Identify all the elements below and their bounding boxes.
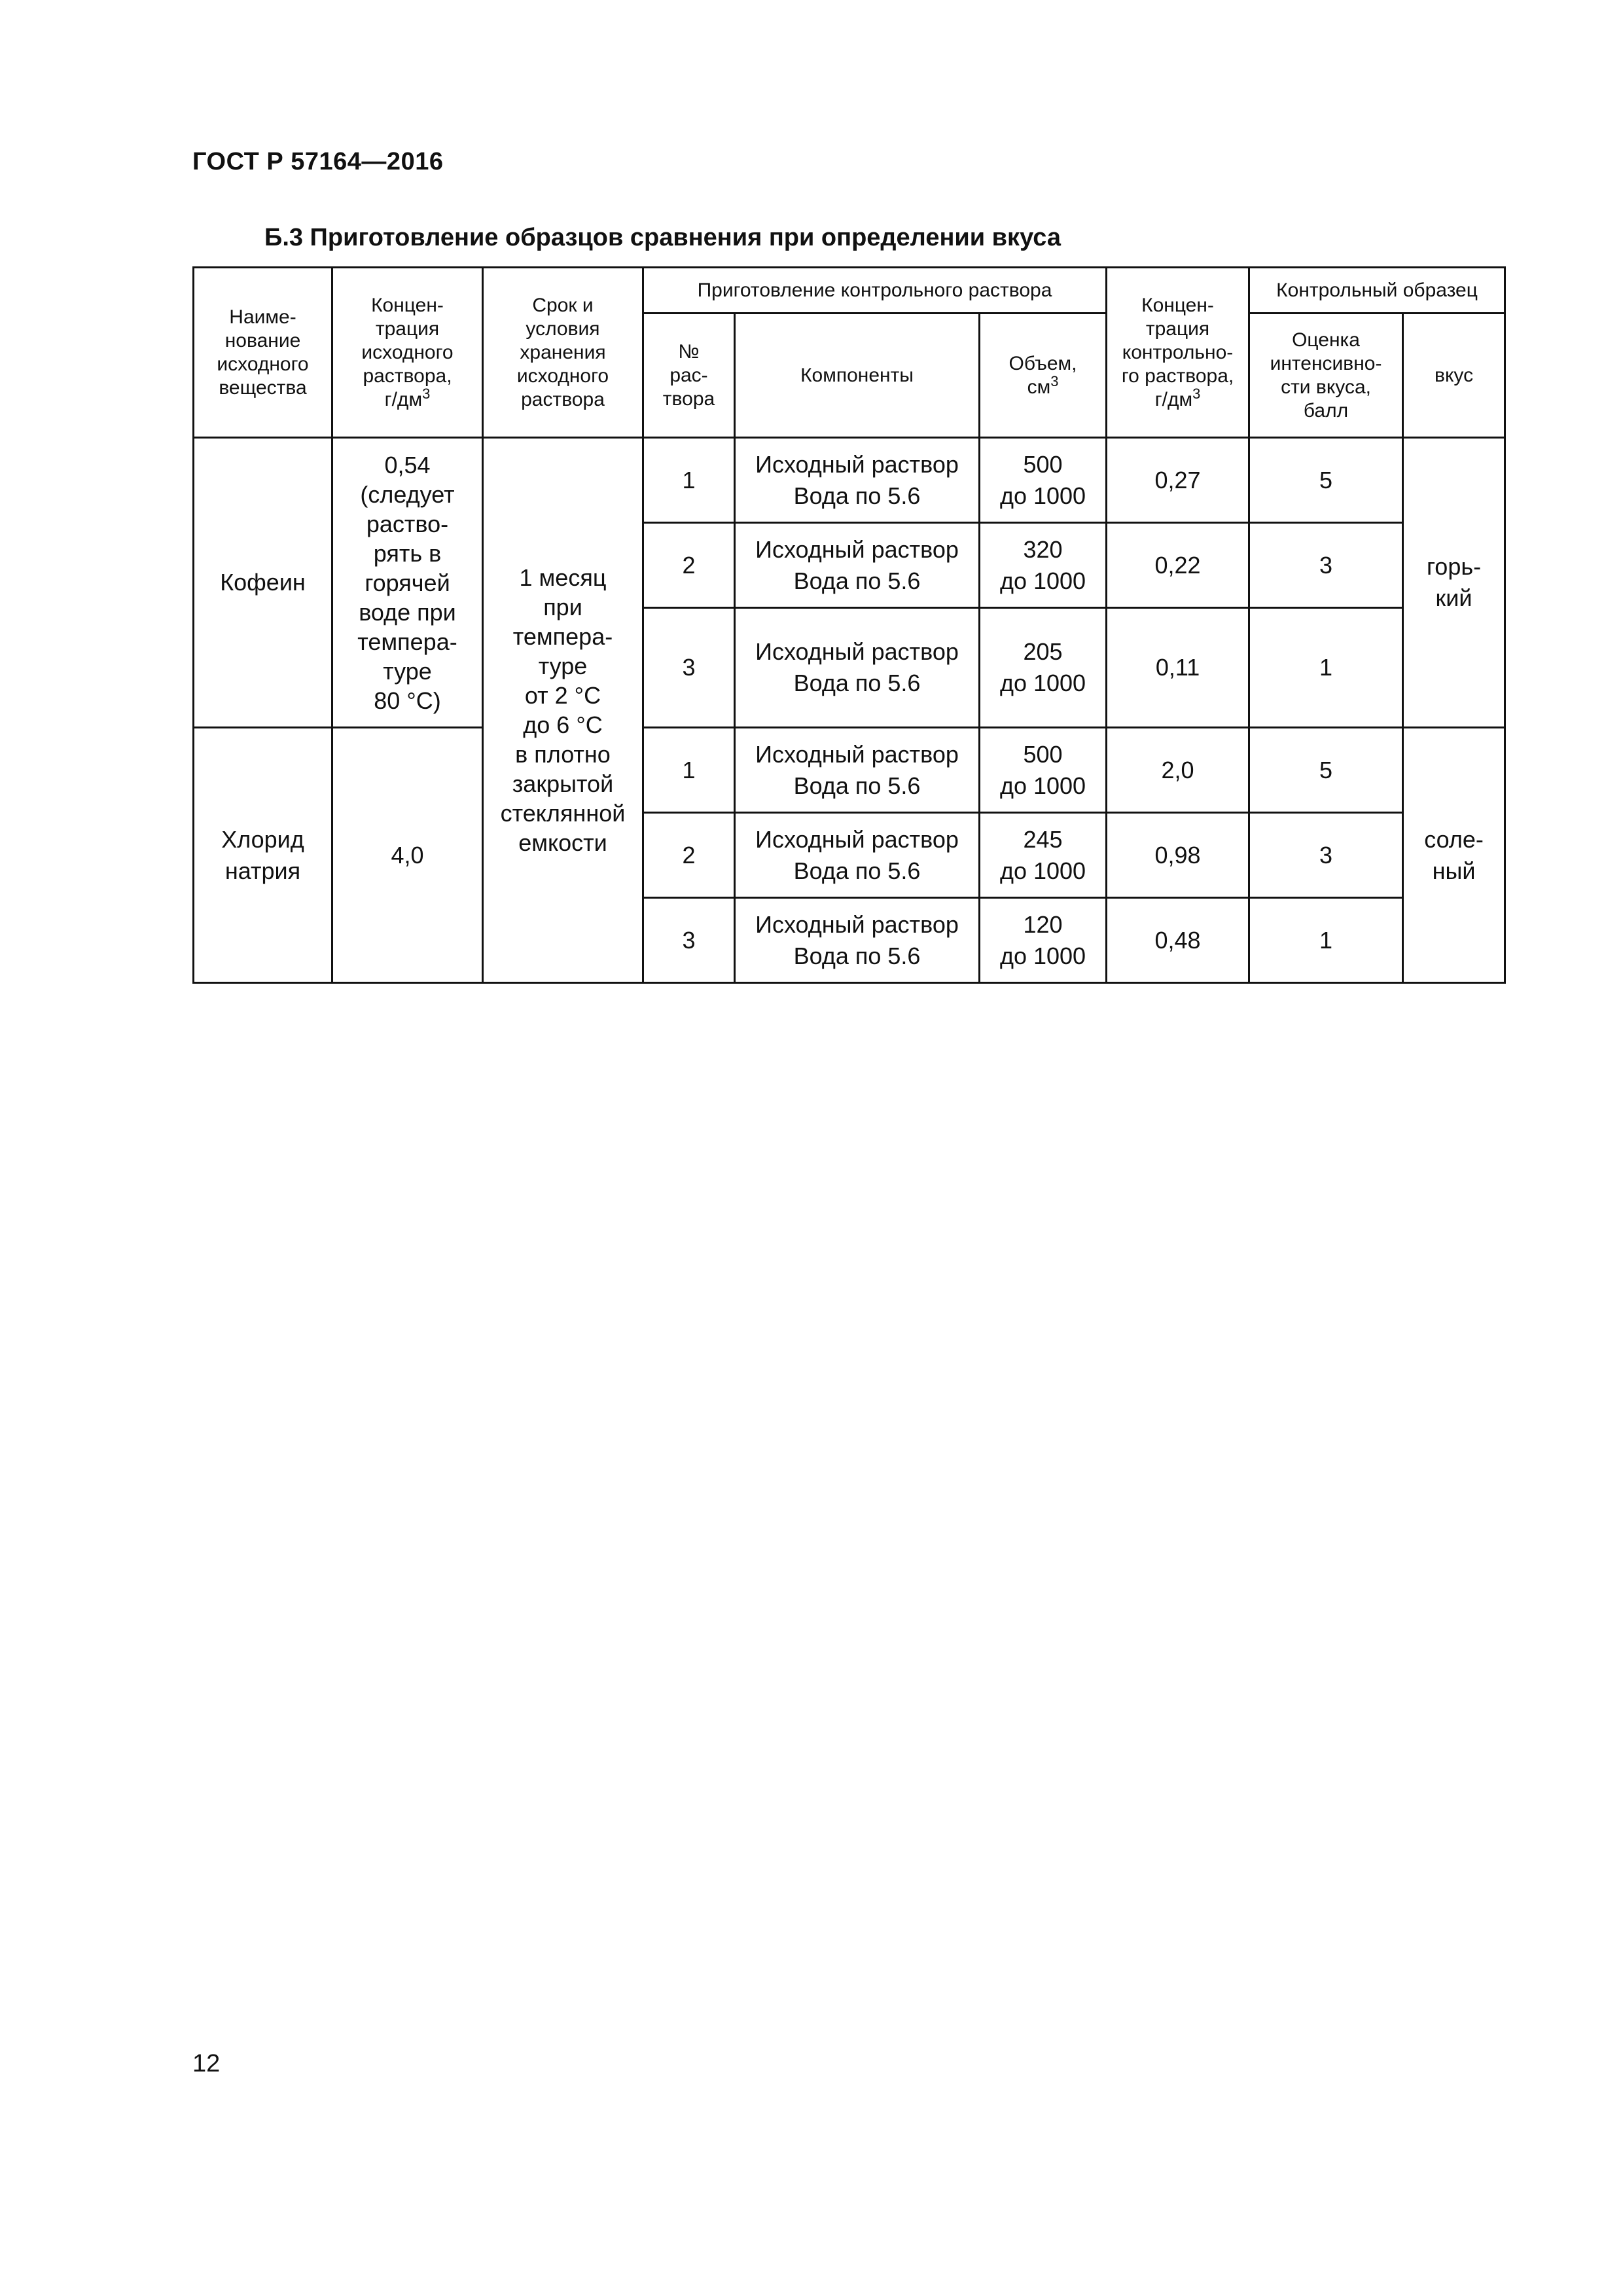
components-cell: Исходный раствор Вода по 5.6 <box>735 438 980 523</box>
intensity-cell: 3 <box>1249 523 1403 608</box>
header-control-concentration: Концен- трация контрольно- го раствора, $г/дм^3$ <box>1107 268 1249 438</box>
taste-cell: соле- ный <box>1403 728 1505 983</box>
header-intensity: Оценка интенсивно- сти вкуса, балл <box>1249 314 1403 438</box>
components-cell: Исходный раствор Вода по 5.6 <box>735 813 980 898</box>
solution-number-cell: 1 <box>643 728 735 813</box>
control-concentration-cell: 0,22 <box>1107 523 1249 608</box>
intensity-cell: 5 <box>1249 728 1403 813</box>
components-cell: Исходный раствор Вода по 5.6 <box>735 898 980 983</box>
volume-cell: 245 до 1000 <box>980 813 1107 898</box>
volume-cell: 120 до 1000 <box>980 898 1107 983</box>
header-taste: вкус <box>1403 314 1505 438</box>
components-cell: Исходный раствор Вода по 5.6 <box>735 728 980 813</box>
control-concentration-cell: 0,11 <box>1107 608 1249 728</box>
volume-cell: 500 до 1000 <box>980 438 1107 523</box>
stock-concentration-cell: 0,54 (следует раство- рять в горячей воде при темпера- туре 80 °C) <box>332 438 483 728</box>
header-stock-concentration: Концен- трация исходного раствора, $г/дм^3$ <box>332 268 483 438</box>
intensity-cell: 3 <box>1249 813 1403 898</box>
header-preparation-group: Приготовление контрольного раствора <box>643 268 1107 314</box>
stock-concentration-cell: 4,0 <box>332 728 483 983</box>
header-components: Компоненты <box>735 314 980 438</box>
header-control-sample-group: Контрольный образец <box>1249 268 1505 314</box>
header-volume: Объем, $см^3$ <box>980 314 1107 438</box>
substance-cell: Кофеин <box>194 438 332 728</box>
header-solution-number: № рас- твора <box>643 314 735 438</box>
solution-number-cell: 3 <box>643 608 735 728</box>
solution-number-cell: 3 <box>643 898 735 983</box>
solution-number-cell: 2 <box>643 813 735 898</box>
volume-cell: 500 до 1000 <box>980 728 1107 813</box>
substance-cell: Хлорид натрия <box>194 728 332 983</box>
control-concentration-cell: 0,48 <box>1107 898 1249 983</box>
solution-number-cell: 1 <box>643 438 735 523</box>
table-row <box>194 438 1505 523</box>
intensity-cell: 1 <box>1249 898 1403 983</box>
document-header: ГОСТ Р 57164—2016 <box>192 148 444 175</box>
header-storage: Срок и условия хранения исходного раствора <box>483 268 643 438</box>
taste-cell: горь- кий <box>1403 438 1505 728</box>
volume-cell: 205 до 1000 <box>980 608 1107 728</box>
intensity-cell: 5 <box>1249 438 1403 523</box>
table-row <box>194 728 1505 813</box>
intensity-cell: 1 <box>1249 608 1403 728</box>
header-substance: Наиме- нование исходного вещества <box>194 268 332 438</box>
table-title: Б.3 Приготовление образцов сравнения при определении вкуса <box>264 224 1061 251</box>
volume-cell: 320 до 1000 <box>980 523 1107 608</box>
solution-number-cell: 2 <box>643 523 735 608</box>
components-cell: Исходный раствор Вода по 5.6 <box>735 608 980 728</box>
components-cell: Исходный раствор Вода по 5.6 <box>735 523 980 608</box>
control-concentration-cell: 0,98 <box>1107 813 1249 898</box>
storage-cell: 1 месяц при темпера- туре от 2 °C до 6 °C в плотно закрытой стеклянной емкости <box>483 438 643 983</box>
control-concentration-cell: 2,0 <box>1107 728 1249 813</box>
page-number: 12 <box>192 2050 221 2077</box>
control-concentration-cell: 0,27 <box>1107 438 1249 523</box>
taste-reference-table <box>192 266 1506 984</box>
